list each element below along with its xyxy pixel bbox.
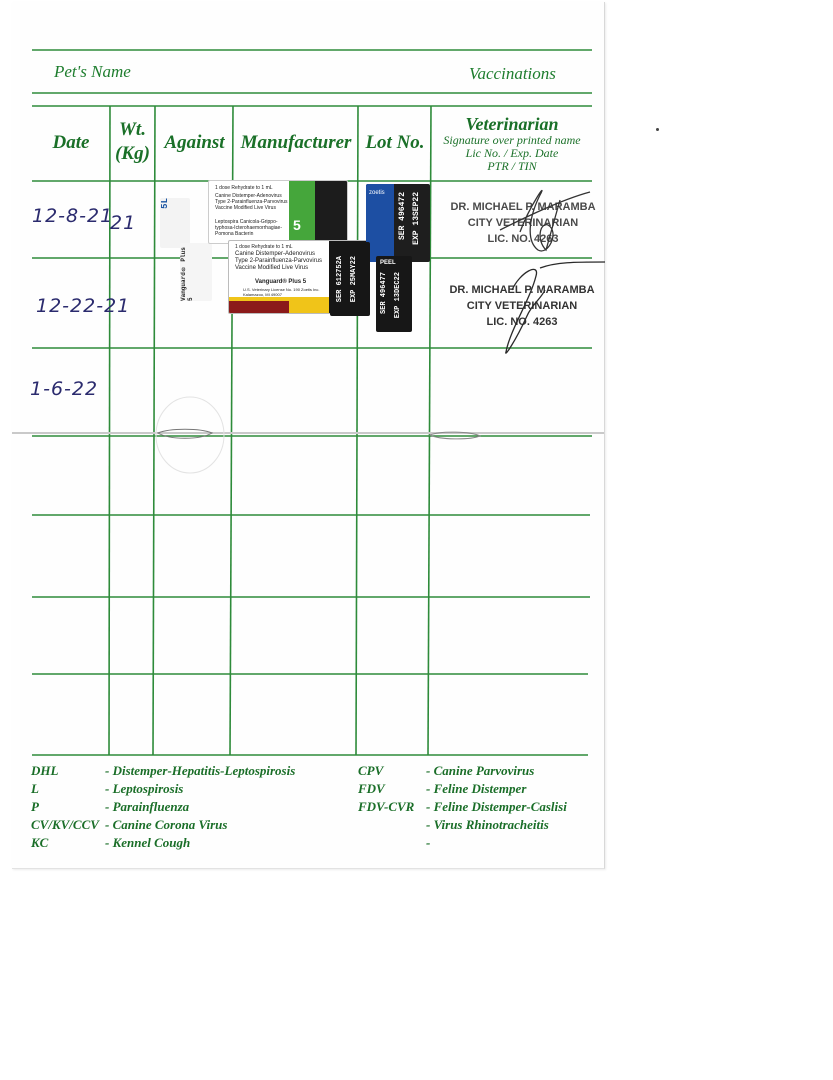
legend-entry <box>358 816 567 834</box>
legend-abbr: KC <box>31 835 49 850</box>
sticker-dose-number: 5 <box>293 217 301 233</box>
lot-serial-1: SER 496472 <box>398 192 407 241</box>
legend-desc: - <box>426 835 431 850</box>
vet-sub-ptr: PTR / TIN <box>487 159 537 173</box>
column-date: Date <box>52 132 90 153</box>
stamp-name: DR. MICHAEL P. MARAMBA <box>449 284 595 296</box>
legend-desc: - Feline Distemper-Caslisi <box>426 799 567 814</box>
row1-weight: 21 <box>110 212 137 234</box>
legend-entry <box>31 780 295 798</box>
legend-abbr: DHL <box>31 763 59 778</box>
lot-exp-1: EXP 13SEP22 <box>412 192 421 245</box>
legend-desc: - Leptospirosis <box>105 781 184 796</box>
vet-sub-license: Lic No. / Exp. Date <box>465 146 559 160</box>
sticker-dose: 1 dose Rehydrate to 1 mL <box>235 244 293 250</box>
legend-desc: - Virus Rhinotracheitis <box>426 817 549 832</box>
legend-abbr: L <box>31 781 39 796</box>
legend-entry <box>31 762 295 780</box>
vaccinations-label: Vaccinations <box>469 64 556 83</box>
sticker-desc: Canine Distemper-Adenovirus Type 2-Parainfluenza-Parvovirus Vaccine Modified Live Virus <box>215 193 288 211</box>
row2-date: 12-22-21 <box>36 295 131 317</box>
row3-date: 1-6-22 <box>30 378 99 400</box>
lot-serial-3: SER 496477 <box>380 272 388 315</box>
legend-desc: - Canine Parvovirus <box>426 763 535 778</box>
stamp-title: CITY VETERINARIAN <box>467 217 579 229</box>
legend-entry <box>31 816 295 834</box>
legend-entry <box>31 834 295 852</box>
side-code: 5L <box>160 198 170 209</box>
legend-entry <box>358 798 567 816</box>
lot-serial-2: SER 612752A <box>336 256 344 303</box>
legend-entry <box>31 798 295 816</box>
sticker-brand: zoetis <box>369 190 385 196</box>
stamp-license: LIC. NO. 4263 <box>487 233 559 245</box>
legend-abbr: CPV <box>358 763 384 778</box>
row1-date: 12-8-21 <box>32 205 114 227</box>
legend-entry <box>358 762 567 780</box>
legend-abbr: P <box>31 799 39 814</box>
column-weight-line2: (Kg) <box>115 143 150 164</box>
column-veterinarian-title: Veterinarian <box>465 114 559 134</box>
legend-desc: - Parainfluenza <box>105 799 190 814</box>
column-weight-line1: Wt. <box>119 119 146 140</box>
legend-entry <box>358 780 567 798</box>
column-manufacturer: Manufacturer <box>240 132 352 153</box>
sticker-peel: PEEL <box>380 260 396 266</box>
legend-abbr: FDV-CVR <box>358 799 415 814</box>
stamp-license: LIC. NO. 4263 <box>486 316 558 328</box>
legend-desc: - Canine Corona Virus <box>105 817 228 832</box>
stamp-title: CITY VETERINARIAN <box>466 300 578 312</box>
sticker-product-name: Vanguard® Plus 5 <box>255 279 307 285</box>
legend-desc: - Kennel Cough <box>105 835 191 850</box>
legend-abbr: FDV <box>358 781 385 796</box>
lot-exp-2: EXP 25MAY22 <box>350 256 358 303</box>
stamp-name: DR. MICHAEL P. MARAMBA <box>450 201 596 213</box>
pets-name-label: Pet's Name <box>54 62 131 81</box>
legend-desc: - Distemper-Hepatitis-Leptospirosis <box>105 763 296 778</box>
lot-exp-3: EXP 13DEC22 <box>394 272 402 319</box>
side-product: Vanguard® Plus 5 <box>180 247 194 301</box>
vet-sub-signature: Signature over printed name <box>443 133 581 147</box>
legend-entry <box>358 834 567 852</box>
legend-abbr: CV/KV/CCV <box>31 817 99 832</box>
legend-right <box>358 762 567 852</box>
column-lot-no: Lot No. <box>365 132 425 153</box>
sticker-lepto: Leptospira Canicola-Grippo-typhosa-Icterohaemorrhagiae-Pomona Bacterin <box>215 219 282 237</box>
column-against: Against <box>164 132 225 153</box>
sticker-dose: 1 dose Rehydrate to 1 mL <box>215 185 273 191</box>
sticker-desc: Canine Distemper-Adenovirus Type 2-Parainfluenza-Parvovirus Vaccine Modified Live Virus <box>235 251 323 271</box>
sticker-company: U.S. Veterinary License No. 190 Zoetis Inc. Kalamazoo, MI 49007 <box>243 287 320 297</box>
legend-desc: - Feline Distemper <box>426 781 527 796</box>
legend-left <box>31 762 295 852</box>
